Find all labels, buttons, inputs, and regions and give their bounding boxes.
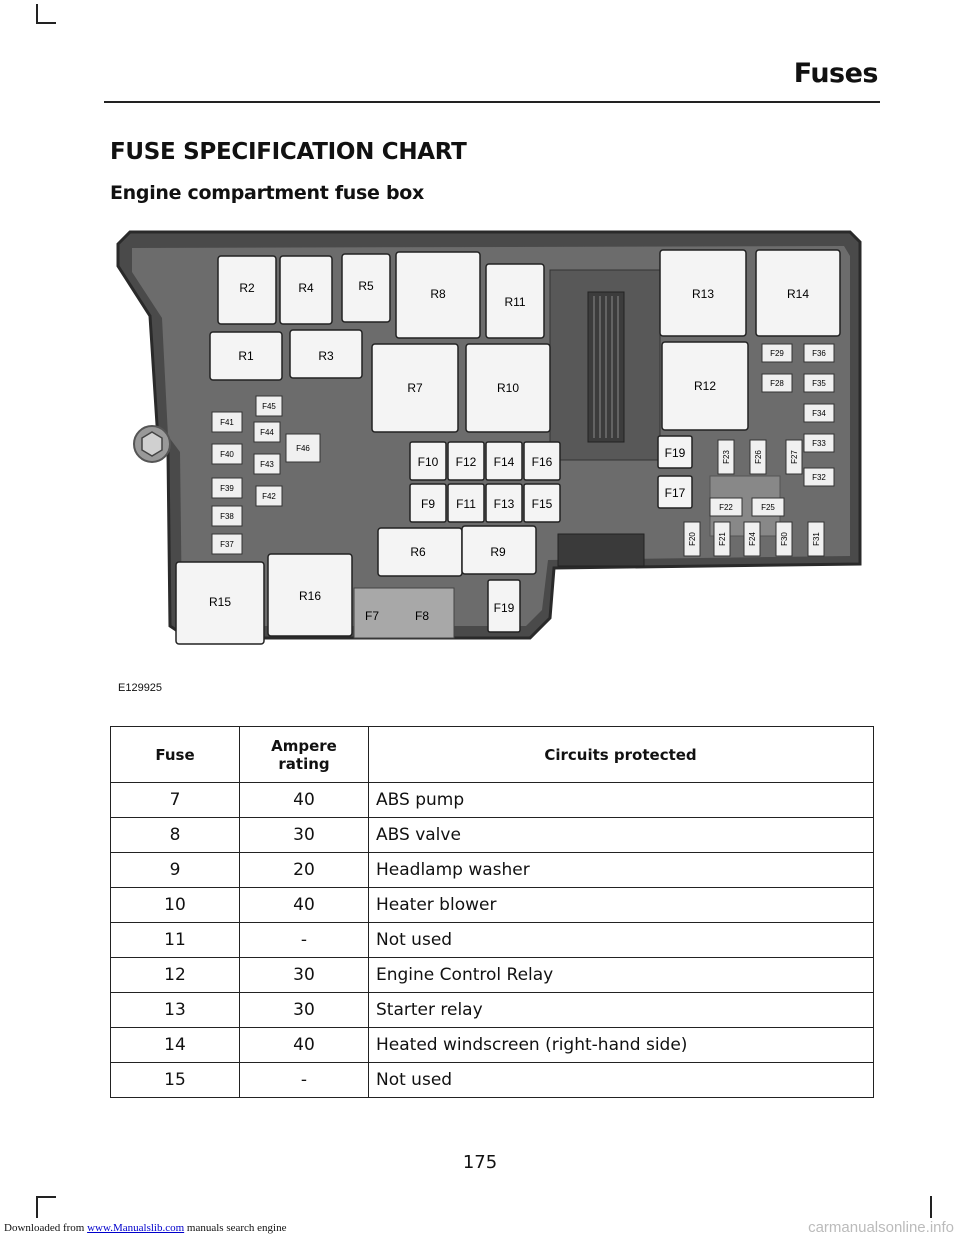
header-ampere-text: Ampere rating [271,736,337,773]
label-r12: R12 [693,379,717,393]
label-r6: R6 [410,545,426,559]
table-row [111,993,874,1028]
label-f36: F36 [812,349,826,358]
label-f10: F10 [417,455,439,469]
header-fuse: Fuse [111,727,240,783]
label-r3: R3 [318,349,334,363]
label-r1: R1 [238,349,254,363]
section-title: FUSE SPECIFICATION CHART [110,139,467,165]
label-f39: F39 [220,484,234,493]
label-f26: F26 [754,450,763,464]
label-f44: F44 [260,428,274,437]
cell-fuse: 9 [111,853,240,888]
label-r16: R16 [298,589,322,603]
label-f16: F16 [531,455,553,469]
label-f29: F29 [770,349,784,358]
fuse-box-diagram [110,226,870,696]
label-f30: F30 [780,532,789,546]
dark-connector [558,534,644,566]
label-r2: R2 [239,281,255,295]
cell-circuit: ABS valve [369,818,874,853]
footer-suffix: manuals search engine [186,1222,287,1234]
label-f28: F28 [770,379,784,388]
cell-circuit: Headlamp washer [369,853,874,888]
cell-circuit: Heated windscreen (right-hand side) [369,1028,874,1063]
label-f21: F21 [718,532,727,546]
crop-mark [36,4,38,24]
label-f25: F25 [761,503,775,512]
label-f41: F41 [220,418,234,427]
cell-ampere: 30 [240,993,369,1028]
cell-ampere: 40 [240,888,369,923]
header-circuits: Circuits protected [369,727,874,783]
cell-ampere: 30 [240,818,369,853]
label-f43: F43 [260,460,274,469]
label-f42: F42 [262,492,276,501]
page-header-title: Fuses [793,58,878,89]
label-r13: R13 [691,287,715,301]
label-f15: F15 [531,497,553,511]
cell-ampere: 20 [240,853,369,888]
cell-circuit: Not used [369,1063,874,1098]
crop-mark [36,1196,38,1218]
label-f38: F38 [220,512,234,521]
cell-fuse: 7 [111,783,240,818]
cell-ampere: 40 [240,783,369,818]
cell-fuse: 8 [111,818,240,853]
label-f11: F11 [456,497,476,511]
label-f23: F23 [722,450,731,464]
label-f14: F14 [493,455,515,469]
table-row [111,888,874,923]
label-r5: R5 [358,279,374,293]
label-r11: R11 [504,295,526,309]
bolt-head-icon [142,432,162,456]
cell-fuse: 11 [111,923,240,958]
label-f19b: F19 [493,601,515,615]
label-f27: F27 [790,450,799,464]
label-r8: R8 [430,287,446,301]
label-r10: R10 [496,381,520,395]
table-row [111,853,874,888]
label-r7: R7 [407,381,423,395]
page-number: 175 [462,1152,498,1173]
cell-fuse: 15 [111,1063,240,1098]
cell-fuse: 10 [111,888,240,923]
cell-circuit: Not used [369,923,874,958]
cell-circuit: Engine Control Relay [369,958,874,993]
cell-ampere: 30 [240,958,369,993]
label-f8: F8 [414,609,430,623]
fuse-spec-table [110,726,874,1098]
label-f33: F33 [812,439,826,448]
footer-link[interactable]: www.Manualslib.com [87,1222,185,1234]
label-f34: F34 [812,409,826,418]
subsection-title: Engine compartment fuse box [110,182,424,204]
crop-mark [38,22,56,24]
cell-circuit: Heater blower [369,888,874,923]
footer-prefix: Downloaded from [4,1222,85,1234]
label-f19a: F19 [664,446,686,460]
header-rule [104,101,880,103]
cell-ampere: - [240,1063,369,1098]
cell-circuit: ABS pump [369,783,874,818]
table-row [111,958,874,993]
label-f17: F17 [664,486,686,500]
label-f7: F7 [364,609,380,623]
label-r15: R15 [208,595,232,609]
cell-ampere: - [240,923,369,958]
crop-mark [38,1196,56,1198]
label-f24: F24 [748,532,757,546]
label-f22: F22 [719,503,733,512]
footer [4,1222,286,1234]
table-row [111,1063,874,1098]
label-f35: F35 [812,379,826,388]
label-f20: F20 [688,532,697,546]
label-f45: F45 [262,402,276,411]
table-header-row [111,727,874,783]
cell-fuse: 12 [111,958,240,993]
table-row [111,1028,874,1063]
cell-fuse: 13 [111,993,240,1028]
table-row [111,818,874,853]
crop-mark [930,1196,932,1218]
label-f37: F37 [220,540,234,549]
label-f12: F12 [455,455,477,469]
table-row [111,923,874,958]
cell-circuit: Starter relay [369,993,874,1028]
cell-ampere: 40 [240,1028,369,1063]
cell-fuse: 14 [111,1028,240,1063]
label-r4: R4 [298,281,314,295]
label-f9: F9 [420,497,436,511]
footer-watermark: carmanualsonline.info [808,1219,954,1236]
diagram-code: E129925 [118,682,163,694]
label-f32: F32 [812,473,826,482]
label-f40: F40 [220,450,234,459]
label-f46: F46 [296,444,310,453]
label-r14: R14 [786,287,810,301]
table-row [111,783,874,818]
label-f13: F13 [493,497,515,511]
label-r9: R9 [490,545,506,559]
label-f31: F31 [812,532,821,546]
header-ampere [240,727,369,783]
